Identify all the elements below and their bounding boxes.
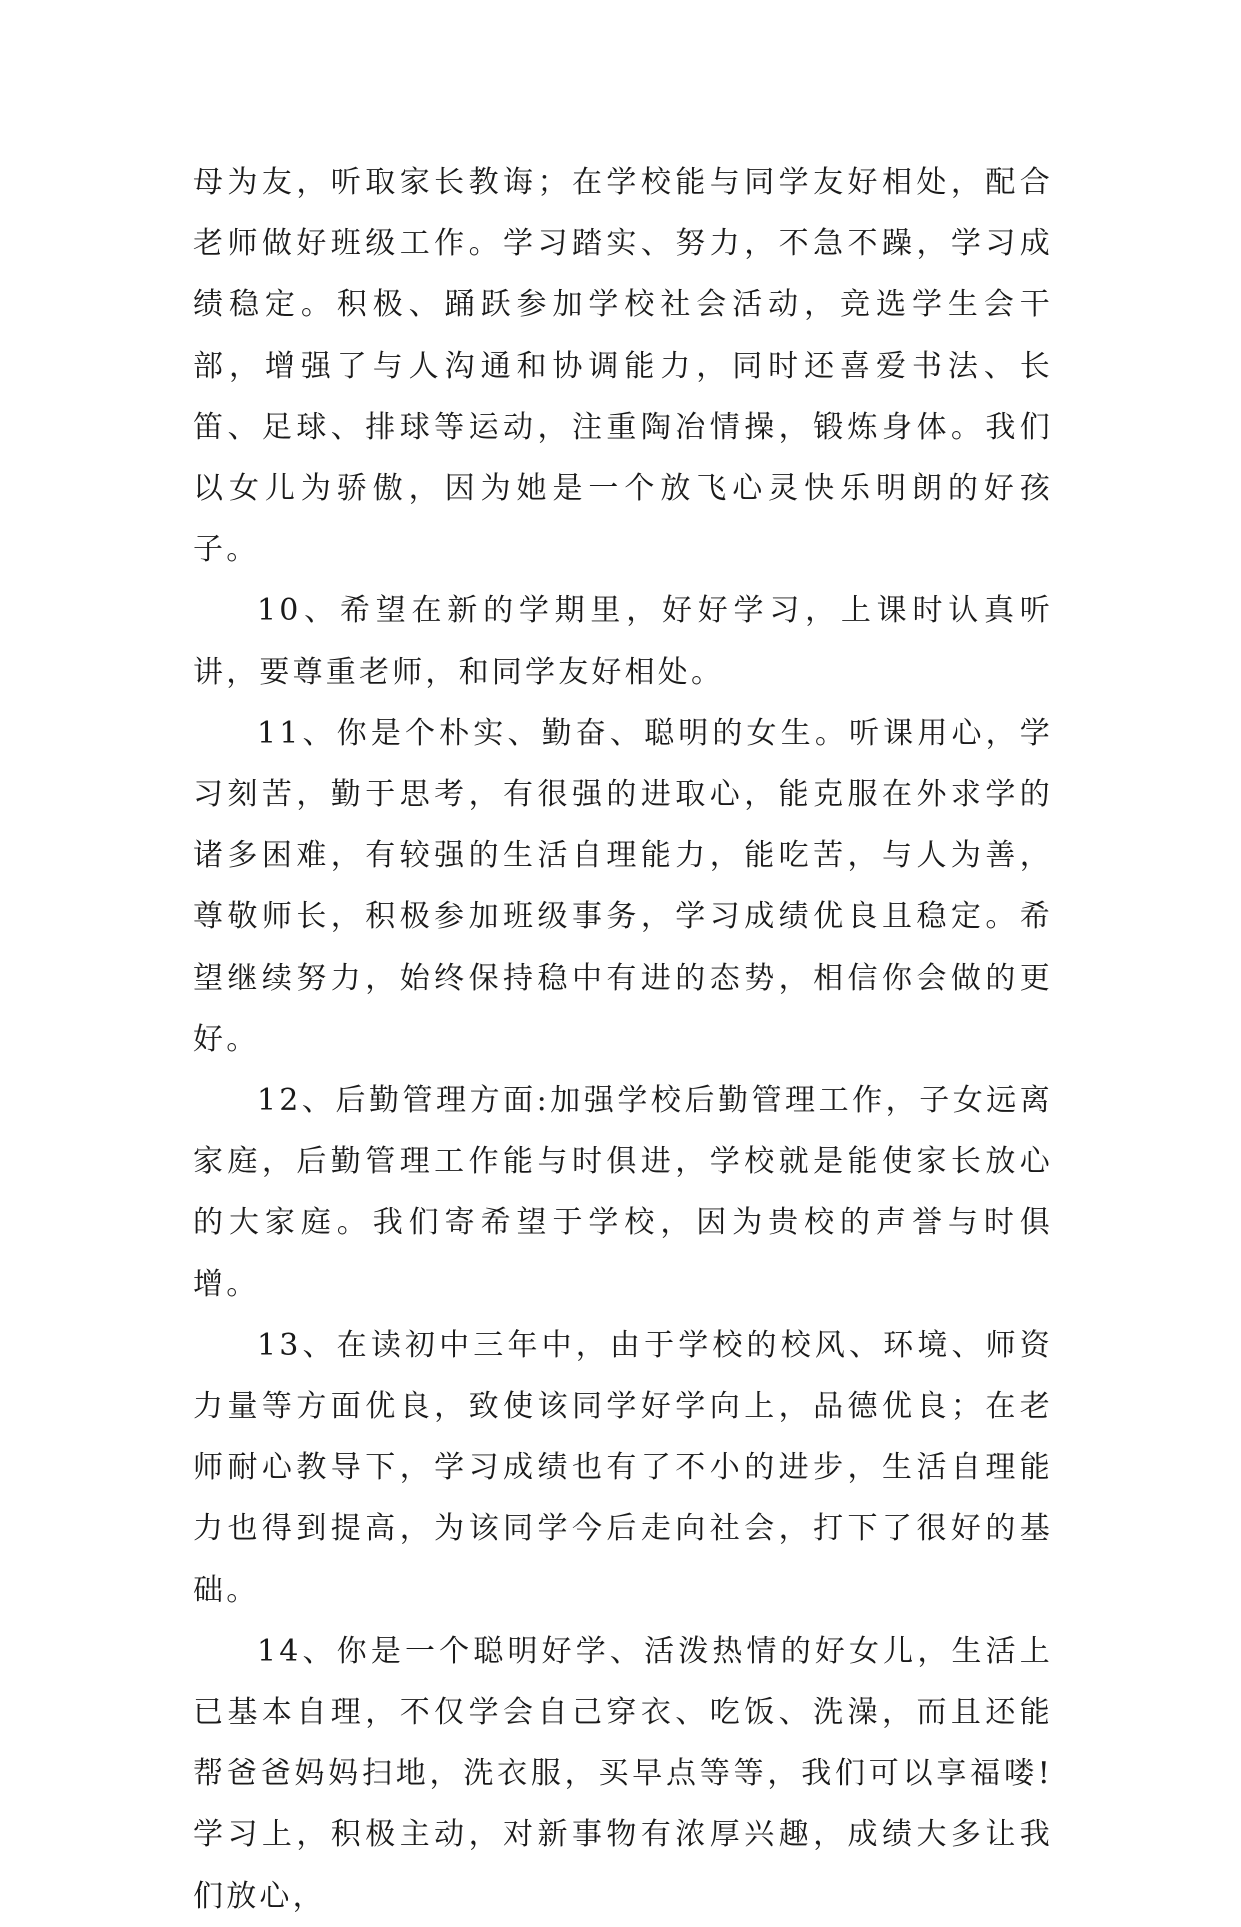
paragraph-item-13: 13、在读初中三年中，由于学校的校风、环境、师资力量等方面优良，致使该同学好学向上，品德优良；在老师耐心教导下，学习成绩也有了不小的进步，生活自理能力也得到提高，为该同学今后走向社会，打下了很好的基础。	[193, 1327, 1053, 1608]
paragraph-item-14: 14、你是一个聪明好学、活泼热情的好女儿，生活上已基本自理，不仅学会自己穿衣、吃饭、洗澡，而且还能帮爸爸妈妈扫地，洗衣服，买早点等等，我们可以享福喽!学习上，积极主动，对新事物有浓厚兴趣，成绩大多让我们放心，	[193, 1633, 1053, 1914]
paragraph-item-12: 12、后勤管理方面:加强学校后勤管理工作，子女远离家庭，后勤管理工作能与时俱进，学校就是能使家长放心的大家庭。我们寄希望于学校，因为贵校的声誉与时俱增。	[193, 1083, 1053, 1302]
document-body	[193, 152, 1053, 1927]
paragraph-item-11: 11、你是个朴实、勤奋、聪明的女生。听课用心，学习刻苦，勤于思考，有很强的进取心，能克服在外求学的诸多困难，有较强的生活自理能力，能吃苦，与人为善，尊敬师长，积极参加班级事务，学习成绩优良且稳定。希望继续努力，始终保持稳中有进的态势，相信你会做的更好。	[193, 715, 1053, 1057]
paragraph-item-10: 10、希望在新的学期里，好好学习，上课时认真听讲，要尊重老师，和同学友好相处。	[193, 593, 1053, 690]
paragraph-continued-praise: 母为友，听取家长教诲；在学校能与同学友好相处，配合老师做好班级工作。学习踏实、努力，不急不躁，学习成绩稳定。积极、踊跃参加学校社会活动，竞选学生会干部，增强了与人沟通和协调能力，同时还喜爱书法、长笛、足球、排球等运动，注重陶冶情操，锻炼身体。我们以女儿为骄傲，因为她是一个放飞心灵快乐明朗的好孩子。	[193, 165, 1053, 568]
